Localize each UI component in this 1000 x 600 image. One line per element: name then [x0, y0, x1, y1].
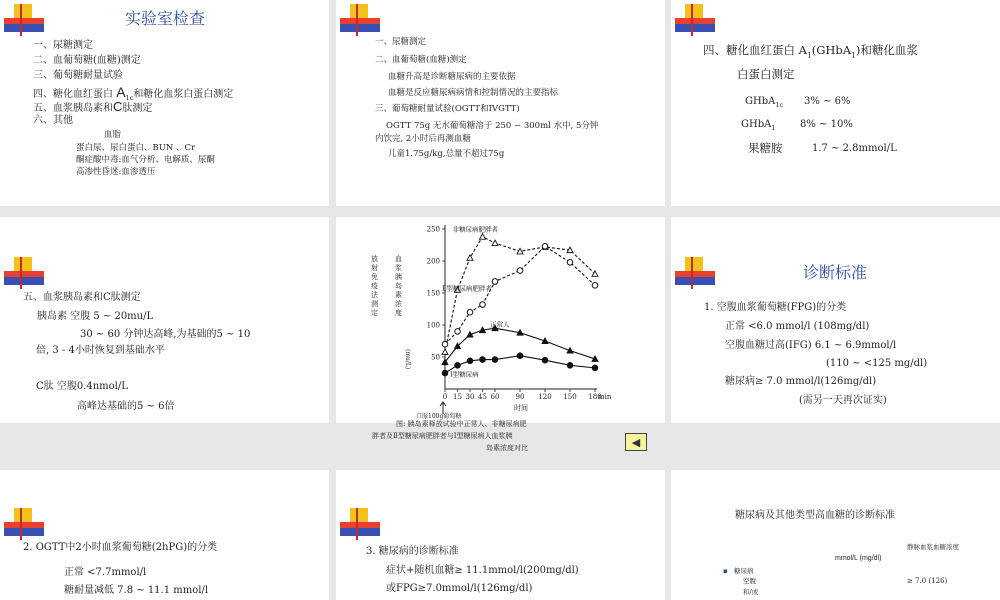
data-point — [480, 234, 486, 240]
text-line: 症状+随机血糖≥ 11.1mmol/l(200mg/dl) — [386, 565, 579, 576]
slide-thumbnail-6[interactable] — [671, 217, 1000, 423]
text-line: 1. 空腹血浆葡萄糖(FPG)的分类 — [704, 302, 847, 313]
data-point — [592, 271, 598, 277]
slide-thumbnail-9[interactable] — [671, 470, 1000, 600]
data-point — [442, 349, 448, 355]
text-line: 空腹血糖过高(IFG) 6.1 ~ 6.9mmol/l — [725, 340, 897, 351]
x-tick-label: 60 — [490, 393, 500, 401]
text-line: 内饮完, 2小时后再测血糖 — [375, 134, 471, 144]
y-label-left: 放射免疫法测定 — [371, 255, 378, 317]
x-unit: min — [598, 393, 612, 401]
x-tick-label: 90 — [515, 393, 525, 401]
series-label: Ⅱ型糖尿病肥胖者 — [442, 284, 492, 293]
slide-logo-icon — [675, 4, 717, 36]
text-line: 五、血浆胰岛素和C肽测定 — [33, 99, 153, 114]
bullet-icon: ▪ — [723, 567, 728, 575]
column-header: 静脉血浆血糖浓度 — [907, 543, 959, 551]
data-point — [567, 363, 573, 369]
x-tick-label: 30 — [465, 393, 475, 401]
x-tick-label: 150 — [563, 393, 577, 401]
row-label: 糖尿病 — [734, 567, 754, 575]
text-line: 正常 <6.0 mmol/l (108mg/dl) — [725, 321, 870, 332]
series-label: Ⅰ型糖尿病 — [450, 370, 479, 379]
data-point — [567, 259, 573, 265]
text-line: 蛋白尿、尿白蛋白、BUN 、Cr — [76, 143, 196, 153]
column-unit: mmol/L (mg/dl) — [835, 555, 882, 562]
oral-glucose-label: 口服100g葡萄糖 — [416, 413, 462, 420]
text-line: 一、尿糖测定 — [375, 37, 427, 47]
x-tick-label: 45 — [478, 393, 487, 401]
data-point — [492, 357, 498, 363]
text-line: (110 ~ <125 mg/dl) — [826, 358, 928, 369]
y-tick-label: 100 — [426, 321, 440, 330]
slide-logo-icon — [340, 4, 382, 36]
text-line: 糖尿病≥ 7.0 mmol/l(126mg/dl) — [725, 376, 877, 387]
slide-thumbnail-7[interactable] — [0, 470, 329, 600]
data-point — [517, 268, 523, 274]
text-line: 高峰达基础的5 ~ 6倍 — [77, 401, 175, 412]
text-line: GHbA$_1$ — [741, 119, 776, 132]
data-point — [492, 279, 498, 285]
slide-logo-icon — [675, 257, 717, 289]
data-point — [517, 353, 523, 359]
text-line: OGTT 75g 无水葡萄糖溶于 250 ~ 300ml 水中, 5分钟 — [386, 121, 599, 131]
y-tick-label: 200 — [426, 257, 440, 266]
data-point — [542, 243, 548, 249]
text-line: 二、血葡萄糖(血糖)测定 — [33, 55, 141, 66]
slide-logo-icon — [4, 257, 46, 289]
data-point — [480, 357, 486, 363]
data-point — [480, 302, 486, 308]
text-line: 正常 <7.7mmol/l — [64, 567, 147, 578]
text-value: 3% ~ 6% — [804, 96, 851, 107]
text-line: 2. OGTT中2小时血浆葡萄糖(2hPG)的分类 — [23, 542, 218, 553]
data-point — [467, 255, 473, 260]
x-tick-label: 15 — [453, 393, 462, 401]
text-value: 8% ~ 10% — [800, 119, 853, 130]
text-line: 糖耐量减低 7.8 ~ 11.1 mmol/l — [64, 585, 209, 596]
slide-logo-icon — [340, 508, 382, 540]
text-line: 儿童1.75g/kg,总量不超过75g — [388, 149, 505, 159]
text-line: (需另一天再次证实) — [799, 395, 887, 406]
text-line: 高渗性昏迷:血渗透压 — [76, 167, 156, 177]
data-point — [592, 283, 598, 289]
slide-logo-icon — [4, 4, 46, 36]
text-line: 30 ~ 60 分钟达高峰,为基础的5 ~ 10 — [80, 329, 251, 340]
text-line: 三、葡萄糖耐量试验 — [33, 70, 123, 81]
text-line: 一、尿糖测定 — [33, 40, 93, 51]
slide-title: 诊断标准 — [803, 265, 868, 282]
caption-line-3: 岛素浓度对比 — [486, 444, 528, 452]
text-value: 1.7 ~ 2.8mmol/L — [812, 143, 897, 154]
caption-line-1: 图: 胰岛素释放试验中正常人、非糖尿病肥 — [396, 420, 527, 428]
slide-thumbnail-1[interactable] — [0, 0, 329, 206]
data-point — [455, 363, 461, 369]
back-nav-button[interactable] — [625, 433, 647, 451]
x-tick-label: 0 — [442, 393, 448, 401]
insulin-release-chart — [336, 217, 665, 423]
x-tick-label: 180 — [588, 393, 602, 401]
data-point — [492, 240, 498, 246]
text-line: 或FPG≥7.0mmol/l(126mg/dl) — [386, 583, 533, 594]
text-line: 二、血葡萄糖(血糖)测定 — [375, 55, 467, 65]
text-line: 胰岛素 空腹 5 ~ 20mu/L — [37, 311, 154, 322]
text-line: 血糖是反应糖尿病病情和控制情况的主要指标 — [388, 88, 559, 98]
slide-thumbnail-4[interactable] — [0, 217, 329, 423]
row-label: 空腹 — [743, 577, 756, 585]
data-point — [442, 370, 448, 376]
row-value: ≥ 7.0 (126) — [907, 577, 948, 585]
data-point — [542, 357, 548, 363]
slide-title: 糖尿病及其他类型高血糖的诊断标准 — [735, 510, 895, 521]
row-label: 和/或 — [743, 588, 759, 596]
caption-line-2: 胖者及Ⅱ型糖尿病肥胖者与Ⅰ型糖尿病人血浆胰 — [372, 432, 513, 440]
y-label-unit: (mu/L) — [404, 349, 411, 370]
text-line: 倍, 3 - 4小时恢复到基础水平 — [36, 345, 165, 356]
data-point — [592, 365, 598, 371]
text-line: 六、其他 — [33, 115, 73, 126]
text-line: 果糖胺 — [748, 141, 783, 155]
text-line: 四、糖化血红蛋白 $A_{1c}$和糖化血浆白蛋白测定 — [33, 84, 234, 102]
slide-title: 实验室检查 — [125, 11, 206, 28]
y-tick-label: 250 — [426, 225, 440, 234]
y-tick-label: 150 — [426, 289, 440, 298]
data-point — [455, 329, 461, 335]
data-point — [442, 341, 448, 347]
data-point — [467, 309, 473, 315]
slide-logo-icon — [4, 508, 46, 540]
x-label: 时间 — [514, 404, 528, 412]
text-line: 酮症酸中毒:血气分析、电解质、尿酮 — [76, 155, 215, 165]
text-line: 三、葡萄糖耐量试验(OGTT和IVGTT) — [375, 104, 520, 114]
slide-thumbnail-2[interactable] — [336, 0, 665, 206]
back-arrow-icon: ◀ — [631, 435, 641, 449]
y-tick-label: 50 — [431, 353, 440, 362]
slide-heading: 四、糖化血红蛋白 $A_1(GHbA_1)$和糖化血浆 — [703, 43, 918, 60]
x-tick-label: 120 — [538, 393, 552, 401]
text-line: C肽 空腹0.4nmol/L — [36, 381, 128, 392]
series-label: 正常人 — [490, 320, 510, 329]
slide-heading-cont: 白蛋白测定 — [737, 67, 795, 81]
text-line: 3. 糖尿病的诊断标准 — [366, 546, 459, 557]
slide-thumbnail-8[interactable] — [336, 470, 665, 600]
slide-thumbnail-5[interactable] — [336, 217, 665, 452]
y-label-right: 血浆胰岛素浓度 — [395, 255, 402, 317]
text-line: 五、血浆胰岛素和C肽测定 — [23, 292, 141, 303]
text-line: 血脂 — [104, 130, 122, 140]
data-point — [467, 358, 473, 364]
text-line: GHbA$_{1c}$ — [745, 96, 784, 109]
slide-thumbnail-3[interactable] — [671, 0, 1000, 206]
text-line: 血糖升高是诊断糖尿病的主要依据 — [388, 72, 516, 82]
series-label: 非糖尿病肥胖者 — [452, 225, 498, 234]
